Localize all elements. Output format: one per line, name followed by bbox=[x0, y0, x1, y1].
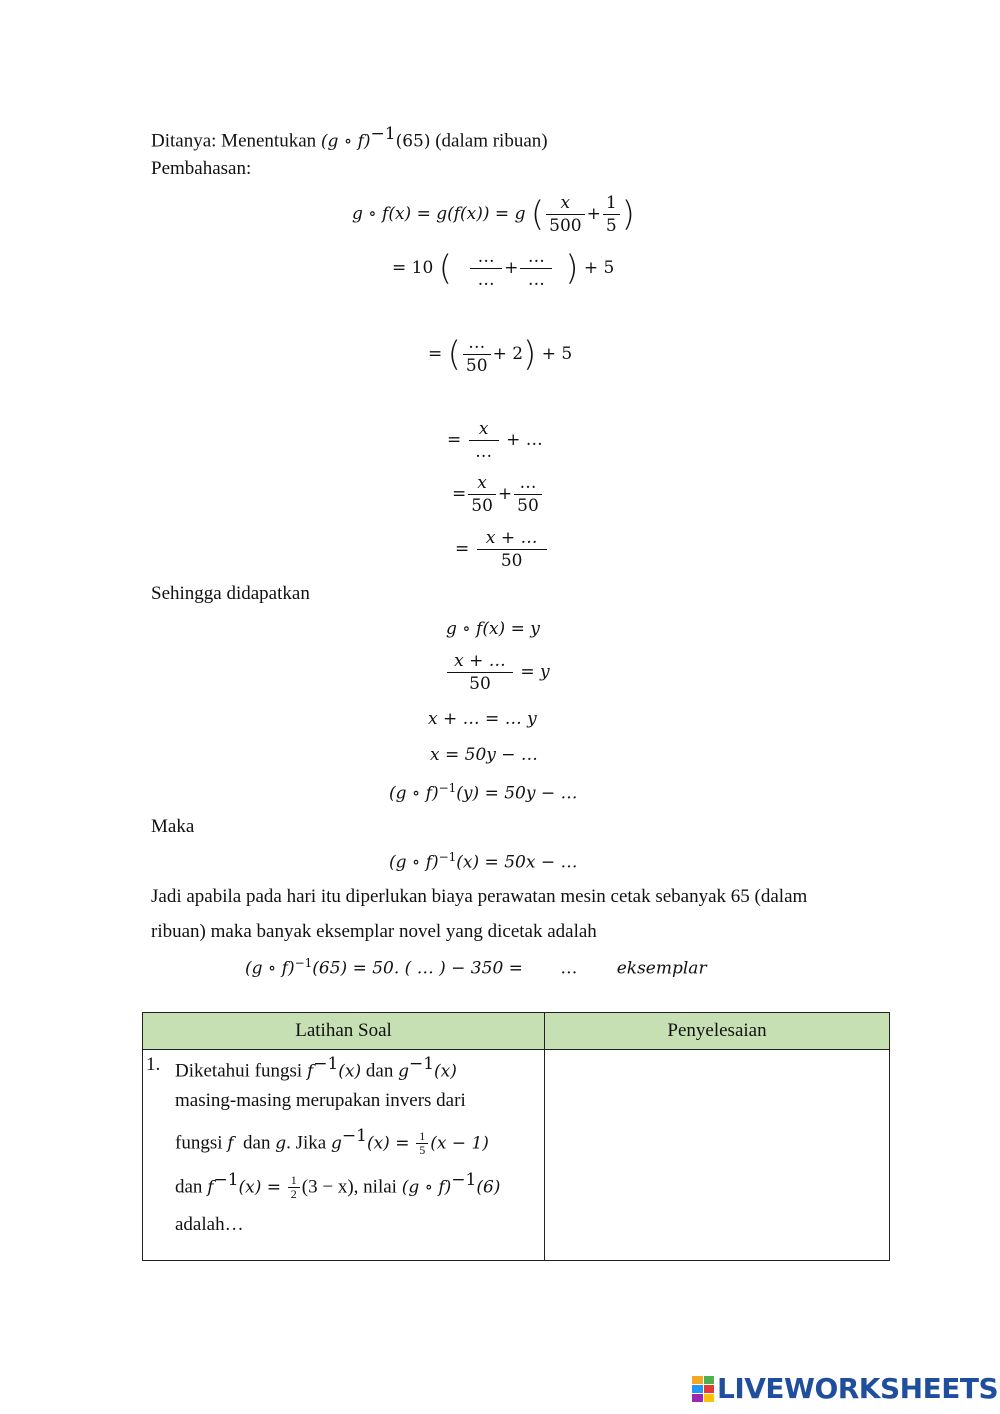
line2-post: + 5 bbox=[583, 258, 615, 278]
fraction-1-5 bbox=[603, 192, 620, 237]
line3-pre: = bbox=[428, 344, 443, 364]
maka-l1-post: (x) = 50x − … bbox=[456, 852, 578, 873]
line5-num-b: … bbox=[514, 472, 542, 495]
sehingga-l5-pre: (g ∘ f) bbox=[389, 783, 439, 804]
q-l4-sup-2: −1 bbox=[451, 1170, 477, 1190]
q-l1-a: Diketahui fungsi bbox=[175, 1060, 303, 1082]
ditanya-arg: (65) bbox=[395, 131, 431, 152]
paren-open: ( bbox=[447, 334, 461, 375]
table-row bbox=[143, 1050, 890, 1261]
paren-close: ) bbox=[621, 194, 635, 235]
line1-mid: (f(x)) = g bbox=[447, 204, 526, 224]
ditanya-line bbox=[151, 122, 548, 153]
fraction-x-50 bbox=[468, 472, 496, 517]
fraction-blank-b bbox=[520, 246, 552, 291]
question-line-5: adalah… bbox=[175, 1214, 244, 1235]
fraction-x-blank bbox=[469, 418, 499, 463]
conclusion-eq-blank: … bbox=[560, 958, 578, 979]
liveworksheets-logo bbox=[692, 1372, 998, 1405]
line3-post: + 5 bbox=[541, 344, 573, 364]
q-l4-sup: −1 bbox=[213, 1170, 239, 1190]
sehingga-l5-sup: −1 bbox=[438, 781, 457, 795]
question-line-2: masing-masing merupakan invers dari bbox=[175, 1090, 466, 1111]
q-l3-g2: g bbox=[330, 1133, 342, 1154]
q-l3-c: . Jika bbox=[286, 1132, 327, 1154]
q-l3-d: (x) = bbox=[366, 1133, 410, 1154]
maka-label: Maka bbox=[151, 816, 195, 837]
plus-sign: + bbox=[586, 204, 601, 224]
frac2-num: 1 bbox=[603, 192, 620, 215]
line4-den: … bbox=[475, 442, 493, 462]
blank-den-b: … bbox=[527, 270, 545, 290]
sehingga-l2-post: = y bbox=[520, 662, 550, 682]
conclusion-eq-mid: (65) = 50. ( … ) − 350 = bbox=[312, 958, 523, 979]
q-l1-f: f bbox=[306, 1061, 314, 1082]
q-l3-e: (x − 1) bbox=[430, 1133, 489, 1154]
q-l4-d: (g ∘ f) bbox=[401, 1177, 452, 1198]
ditanya-unit: (dalam ribuan) bbox=[435, 130, 548, 152]
line3-den: 50 bbox=[465, 356, 488, 376]
fraction-xplus-50-b bbox=[447, 650, 513, 695]
q-frac2-num: 1 bbox=[288, 1174, 300, 1188]
sehingga-l2-den: 50 bbox=[469, 674, 491, 694]
logo-text: LIVEWORKSHEETS bbox=[717, 1372, 999, 1405]
fraction-xplus-50 bbox=[477, 527, 547, 572]
sehingga-label: Sehingga didapatkan bbox=[151, 583, 310, 604]
q-l1-sup-g: −1 bbox=[408, 1054, 435, 1074]
fraction-1-2-small bbox=[288, 1174, 300, 1201]
sehingga-line-4: x = 50y − … bbox=[430, 745, 538, 765]
q-l4-c: (3 − x), nilai bbox=[301, 1176, 397, 1198]
blank-num-a: … bbox=[470, 246, 502, 269]
frac1-den: 500 bbox=[549, 216, 582, 236]
q-l4-b: (x) = bbox=[238, 1177, 282, 1198]
blank-num-b: … bbox=[520, 246, 552, 269]
sehingga-line-1: g ∘ f(x) = y bbox=[446, 619, 540, 639]
frac2-den: 5 bbox=[605, 216, 617, 236]
question-line-3 bbox=[175, 1126, 489, 1157]
paren-close: ) bbox=[523, 334, 537, 375]
line3-num: … bbox=[463, 332, 491, 355]
q-frac1-den: 5 bbox=[419, 1143, 426, 1158]
paren-open: ( bbox=[438, 248, 452, 289]
line4-pre: = bbox=[447, 430, 462, 450]
derivation-line-1 bbox=[352, 192, 635, 237]
maka-line-1 bbox=[389, 850, 577, 873]
sehingga-line-5 bbox=[389, 781, 578, 804]
line6-den: 50 bbox=[500, 551, 523, 571]
line3-mid: + 2 bbox=[492, 344, 524, 364]
blank-den-a: … bbox=[477, 270, 495, 290]
conclusion-line-2: ribuan) maka banyak eksemplar novel yang dicetak adalah bbox=[151, 921, 597, 942]
line6-num: x + … bbox=[477, 527, 547, 550]
maka-l1-pre: (g ∘ f) bbox=[389, 852, 439, 873]
sehingga-l2-num: x + … bbox=[447, 650, 513, 673]
q-frac1-num: 1 bbox=[416, 1130, 428, 1144]
logo-mark-icon bbox=[692, 1376, 714, 1402]
line4-post: + … bbox=[506, 430, 543, 450]
conclusion-line-1: Jadi apabila pada hari itu diperlukan biaya perawatan mesin cetak sebanyak 65 (dalam bbox=[151, 886, 808, 907]
latihan-table bbox=[142, 1012, 890, 1261]
conclusion-equation bbox=[245, 956, 707, 979]
fraction-1-5-small bbox=[416, 1130, 428, 1157]
q-l3-a: fungsi bbox=[175, 1132, 223, 1154]
q-l1-b: (x) bbox=[338, 1061, 362, 1082]
header-penyelesaian: Penyelesaian bbox=[545, 1013, 890, 1050]
line5-den-b: 50 bbox=[517, 496, 539, 516]
q-l3-g: g bbox=[275, 1133, 287, 1154]
question-number: 1. bbox=[146, 1054, 161, 1075]
q-frac2-den: 2 bbox=[290, 1187, 297, 1202]
line5-pre: = bbox=[452, 484, 467, 504]
question-cell bbox=[143, 1050, 545, 1261]
ditanya-expr: (g ∘ f) bbox=[320, 131, 371, 152]
q-l3-f: f bbox=[227, 1133, 234, 1154]
line5-num: x bbox=[468, 472, 496, 495]
fraction-blank-50-b bbox=[514, 472, 542, 517]
derivation-line-2: = 10 ( $\frac{\dots}{\dots}$ + $\frac{\dots}{\dots}$ ) + 5 bbox=[392, 247, 615, 290]
line4-num: x bbox=[469, 418, 499, 441]
q-l1-c: dan bbox=[365, 1060, 394, 1082]
question-line-1 bbox=[175, 1054, 457, 1082]
sehingga-l5-post: (y) = 50y − … bbox=[456, 783, 578, 804]
table-header-row bbox=[143, 1013, 890, 1050]
sehingga-line-3: x + … = … y bbox=[428, 709, 537, 729]
q-l4-a: dan bbox=[175, 1176, 203, 1198]
derivation-line-6 bbox=[455, 527, 549, 572]
q-l4-f: f bbox=[207, 1177, 214, 1198]
derivation-line-5: = $\frac{x}{50}$ + $\frac{\dots}{50}$ bbox=[452, 472, 544, 517]
question-line-4 bbox=[175, 1170, 500, 1201]
pembahasan-label: Pembahasan: bbox=[151, 158, 252, 179]
frac1-num: x bbox=[546, 192, 584, 215]
conclusion-eq-pre: (g ∘ f) bbox=[245, 958, 295, 979]
paren-open: ( bbox=[530, 194, 545, 235]
answer-cell[interactable] bbox=[545, 1050, 890, 1261]
header-latihan-soal: Latihan Soal bbox=[143, 1013, 545, 1050]
q-l1-g: g bbox=[398, 1061, 409, 1082]
ditanya-label: Ditanya: Menentukan bbox=[151, 130, 317, 152]
fraction-x-500 bbox=[546, 192, 584, 237]
conclusion-eq-sup: −1 bbox=[294, 956, 313, 970]
paren-close: ) bbox=[565, 248, 579, 289]
q-l3-sup: −1 bbox=[341, 1126, 367, 1146]
ditanya-sup: −1 bbox=[370, 124, 396, 144]
line5-den: 50 bbox=[471, 496, 493, 516]
q-l3-b: dan bbox=[243, 1132, 271, 1154]
derivation-line-4 bbox=[447, 418, 543, 463]
fraction-blank-a bbox=[470, 246, 502, 291]
line2-pre: = 10 bbox=[392, 258, 434, 278]
maka-l1-sup: −1 bbox=[438, 850, 457, 864]
q-l1-sup-f: −1 bbox=[313, 1054, 339, 1074]
derivation-line-3 bbox=[428, 332, 572, 377]
q-l4-e: (6) bbox=[476, 1177, 501, 1198]
line1-lhs: g ∘ f(x) = g bbox=[352, 204, 448, 224]
q-l1-d: (x) bbox=[434, 1061, 457, 1082]
sehingga-line-2 bbox=[445, 650, 550, 695]
fraction-blank-50 bbox=[463, 332, 491, 377]
conclusion-eq-unit: eksemplar bbox=[616, 958, 707, 979]
line6-pre: = bbox=[455, 539, 470, 559]
